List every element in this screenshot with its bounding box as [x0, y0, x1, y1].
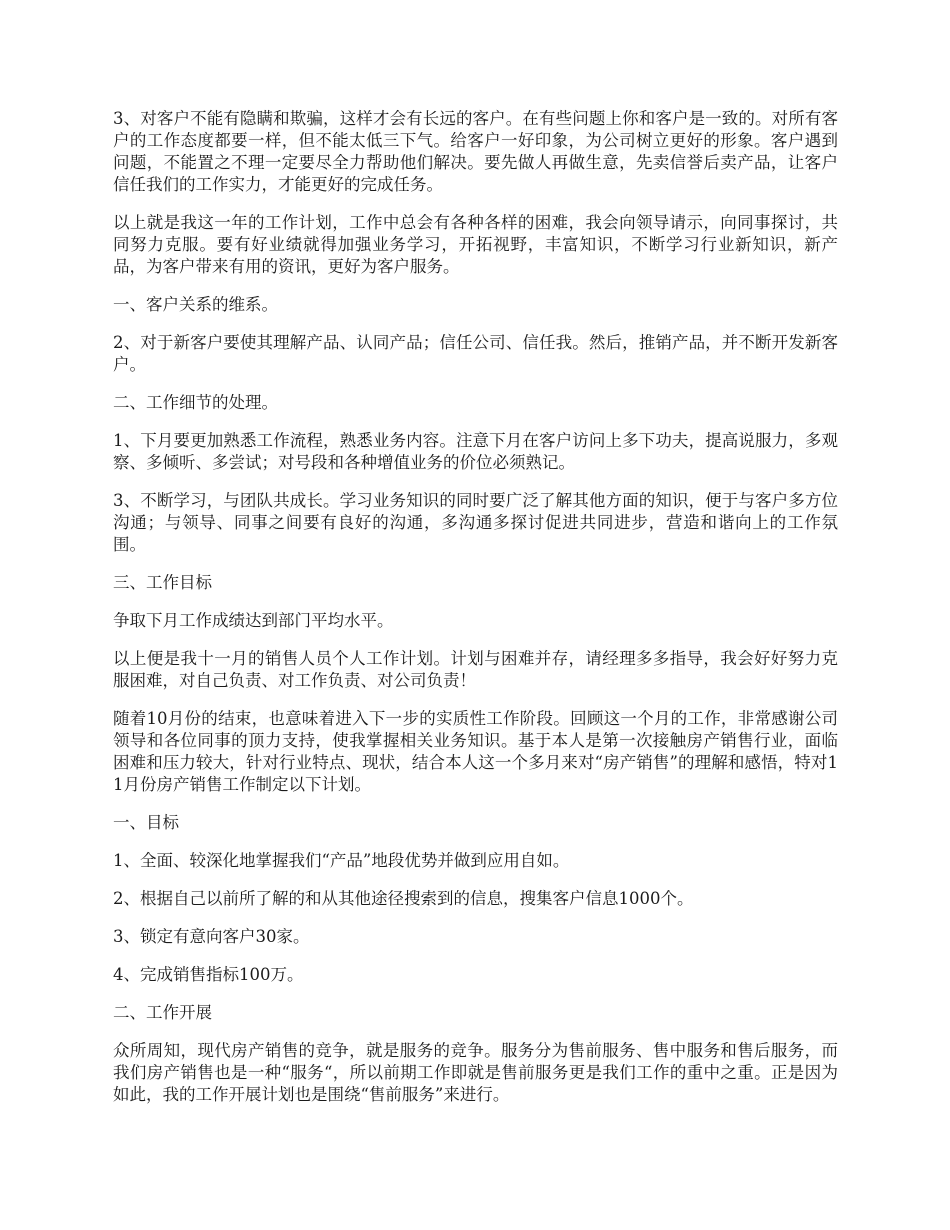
- paragraph-continuous-learning: 3、不断学习，与团队共成长。学习业务知识的同时要广泛了解其他方面的知识，便于与客户多方位沟通；与领导、同事之间要有良好的沟通，多沟通多探讨促进共同进步，营造和谐向上的工作氛围。: [113, 491, 838, 554]
- paragraph-october-review: 随着10月份的结束，也意味着进入下一步的实质性工作阶段。回顾这一个月的工作，非常感谢公司领导和各位同事的顶力支持，使我掌握相关业务知识。基于本人是第一次接触房产销售行业，面临困难和压力较大，针对行业特点、现状，结合本人这一个多月来对“房产销售”的理解和感悟，特对11月份房产销售工作制定以下计划。: [113, 709, 838, 794]
- paragraph-new-customers: 2、对于新客户要使其理解产品、认同产品；信任公司、信任我。然后，推销产品，并不断开发新客户。: [113, 333, 838, 374]
- heading-work-goals: 三、工作目标: [113, 573, 212, 592]
- heading-work-development: 二、工作开展: [113, 1003, 212, 1022]
- paragraph-customer-honesty: 3、对客户不能有隐瞒和欺骗，这样才会有长远的客户。在有些问题上你和客户是一致的。对所有客户的工作态度都要一样，但不能太低三下气。给客户一好印象，为公司树立更好的形象。客户遇到问题，不能置之不理一定要尽全力帮助他们解决。要先做人再做生意，先卖信誉后卖产品，让客户信任我们的工作实力，才能更好的完成任务。: [113, 109, 838, 194]
- target-item-sales-target: 4、完成销售指标100万。: [113, 965, 304, 984]
- heading-customer-relations: 一、客户关系的维系。: [113, 295, 278, 314]
- heading-work-details: 二、工作细节的处理。: [113, 393, 278, 412]
- paragraph-workflow: 1、下月要更加熟悉工作流程，熟悉业务内容。注意下月在客户访问上多下功夫，提高说服力，多观察、多倾听、多尝试；对号段和各种增值业务的价位必须熟记。: [113, 431, 838, 472]
- target-item-intended-customers: 3、锁定有意向客户30家。: [113, 927, 310, 946]
- paragraph-department-average: 争取下月工作成绩达到部门平均水平。: [113, 611, 394, 630]
- target-item-product: 1、全面、较深化地掌握我们“产品”地段优势并做到应用自如。: [113, 851, 570, 870]
- paragraph-annual-plan-summary: 以上就是我这一年的工作计划，工作中总会有各种各样的困难，我会向领导请示，向同事探讨，共同努力克服。要有好业绩就得加强业务学习，开拓视野，丰富知识，不断学习行业新知识，新产品，为客户带来有用的资讯，更好为客户服务。: [113, 213, 838, 276]
- target-item-customer-info: 2、根据自己以前所了解的和从其他途径搜索到的信息，搜集客户信息1000个。: [113, 889, 694, 908]
- paragraph-november-plan: 以上便是我十一月的销售人员个人工作计划。计划与困难并存，请经理多多指导，我会好好努力克服困难，对自己负责、对工作负责、对公司负责！: [113, 649, 838, 690]
- heading-targets: 一、目标: [113, 813, 179, 832]
- paragraph-service-competition: 众所周知，现代房产销售的竞争，就是服务的竞争。服务分为售前服务、售中服务和售后服务，而我们房产销售也是一种“服务“，所以前期工作即就是售前服务更是我们工作的重中之重。正是因为如此，我的工作开展计划也是围绕“售前服务”来进行。: [113, 1041, 838, 1104]
